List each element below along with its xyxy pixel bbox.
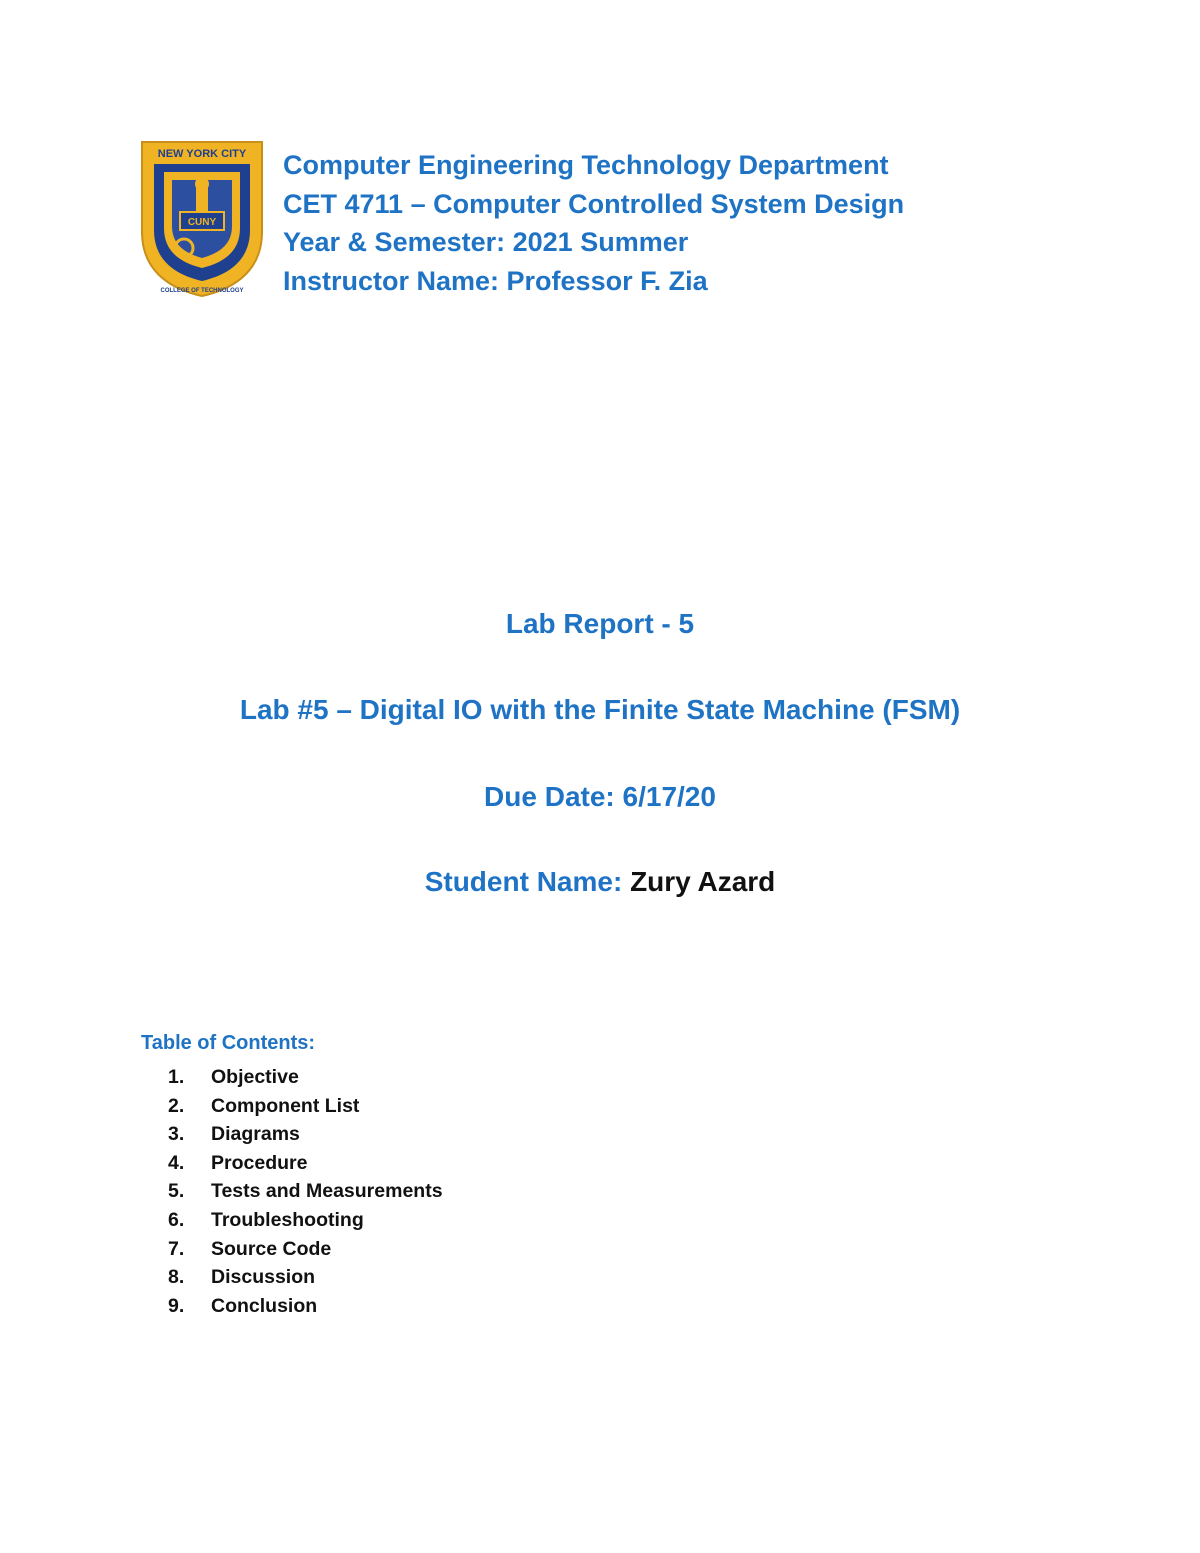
- toc-item: 8. Discussion: [168, 1266, 316, 1289]
- report-title: Lab Report - 5: [505, 608, 695, 639]
- instructor-line: Instructor Name: Professor F. Zia: [283, 265, 708, 296]
- lab-title: Lab #5 – Digital IO with the Finite State Machine (FSM): [239, 694, 961, 725]
- toc-item: 7. Source Code: [168, 1237, 332, 1260]
- college-logo: [140, 140, 264, 298]
- semester-line: Year & Semester: 2021 Summer: [283, 227, 689, 257]
- toc-item: 1. Objective: [168, 1066, 299, 1088]
- student-name: Zury Azard: [630, 866, 776, 897]
- student-label: Student Name:: [424, 866, 623, 897]
- toc-title: Table of Contents:: [141, 1032, 316, 1054]
- due-date: Due Date: 6/17/20: [484, 781, 716, 812]
- toc-item: 6. Troubleshooting: [168, 1208, 364, 1231]
- logo-inner-text: CUNY: [187, 217, 217, 228]
- student-name-line: [0, 866, 1200, 898]
- logo-top-text: NEW YORK CITY: [157, 148, 247, 160]
- toc-item: 2. Component List: [168, 1094, 360, 1117]
- toc-item: 4. Procedure: [168, 1151, 308, 1174]
- course-line: CET 4711 – Computer Controlled System Design: [283, 188, 905, 219]
- department-line: Computer Engineering Technology Department: [283, 150, 889, 180]
- logo-side-text: COLLEGE OF TECHNOLOGY: [160, 288, 244, 294]
- toc-item: 5. Tests and Measurements: [168, 1180, 443, 1203]
- toc-item: 9. Conclusion: [168, 1294, 318, 1317]
- toc-item: 3. Diagrams: [168, 1123, 300, 1146]
- toc-list: [168, 1063, 443, 1320]
- course-header: [283, 146, 904, 300]
